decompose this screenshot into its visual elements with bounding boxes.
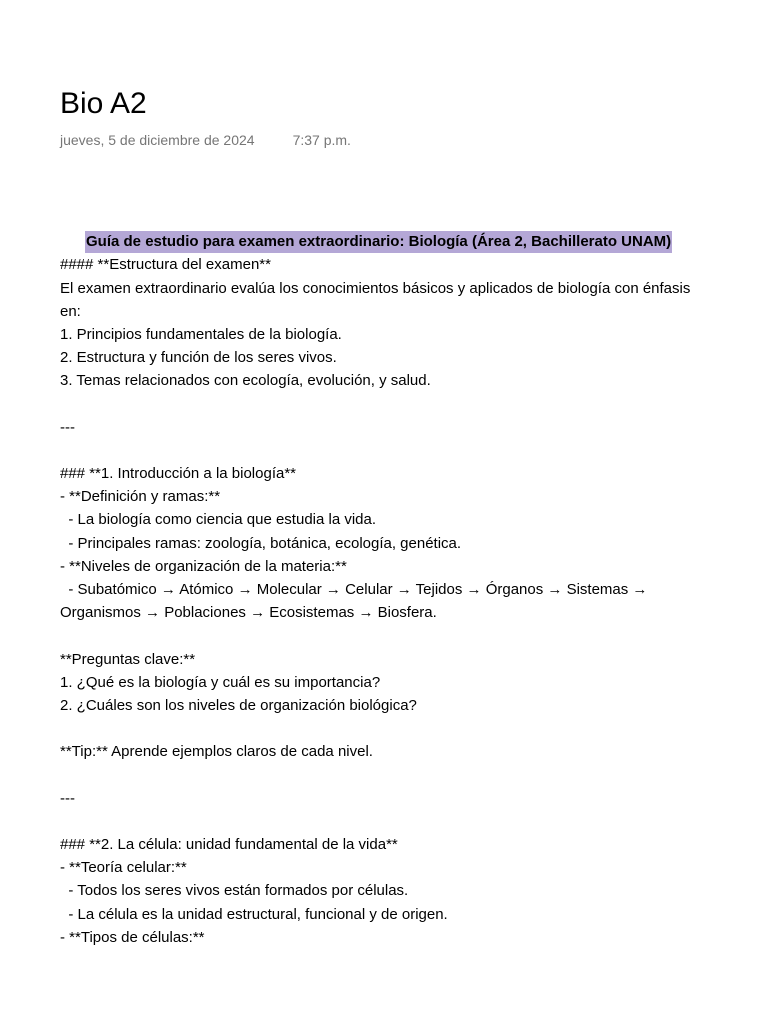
page-date: jueves, 5 de diciembre de 2024 [60, 132, 255, 148]
text-line [60, 764, 766, 787]
page-time: 7:37 p.m. [292, 132, 351, 148]
text-line: - Subatómico → Atómico → Molecular → Celular → Tejidos → Órganos → Sistemas → [60, 581, 648, 598]
text-line: --- [60, 789, 75, 807]
text-line: 1. Principios fundamentales de la biología. [60, 325, 342, 343]
text-line: --- [60, 418, 75, 436]
page-timestamp [60, 130, 351, 150]
text-line: - **Definición y ramas:** [60, 488, 221, 506]
text-line: 2. ¿Cuáles son los niveles de organización biológica? [60, 696, 417, 714]
text-line [60, 393, 766, 416]
text-line: **Preguntas clave:** [60, 650, 196, 668]
note-body[interactable] [60, 207, 766, 949]
text-line: **Tip:** Aprende ejemplos claros de cada nivel. [60, 743, 373, 761]
text-line: ### **2. La célula: unidad fundamental de la vida** [60, 836, 398, 854]
heading-line [60, 207, 766, 251]
text-line: #### **Estructura del examen** [60, 256, 271, 274]
text-line: - Todos los seres vivos están formados por células. [60, 882, 409, 900]
text-line [60, 717, 766, 740]
text-line: - La célula es la unidad estructural, funcional y de origen. [60, 905, 448, 923]
text-line: ### **1. Introducción a la biología** [60, 465, 297, 483]
text-line: El examen extraordinario evalúa los conocimientos básicos y aplicados de biología con énfasis [60, 279, 691, 297]
text-line: 3. Temas relacionados con ecología, evolución, y salud. [60, 372, 431, 390]
text-line [60, 810, 766, 833]
text-line [60, 439, 766, 462]
page-title[interactable]: Bio A2 [60, 87, 147, 120]
text-line: - La biología como ciencia que estudia la vida. [60, 511, 377, 529]
text-line: - **Niveles de organización de la materia:** [60, 557, 347, 575]
text-line [60, 624, 766, 647]
text-line: 2. Estructura y función de los seres vivos. [60, 349, 337, 367]
text-line: - **Teoría celular:** [60, 859, 187, 877]
text-line: Organismos → Poblaciones → Ecosistemas → Biosfera. [60, 604, 437, 622]
highlighted-heading: Guía de estudio para examen extraordinario: Biología (Área 2, Bachillerato UNAM) [85, 231, 672, 253]
text-line: - Principales ramas: zoología, botánica, ecología, genética. [60, 534, 462, 552]
text-line: 1. ¿Qué es la biología y cuál es su importancia? [60, 673, 381, 691]
text-line: - **Tipos de células:** [60, 928, 205, 946]
text-line: en: [60, 302, 81, 320]
